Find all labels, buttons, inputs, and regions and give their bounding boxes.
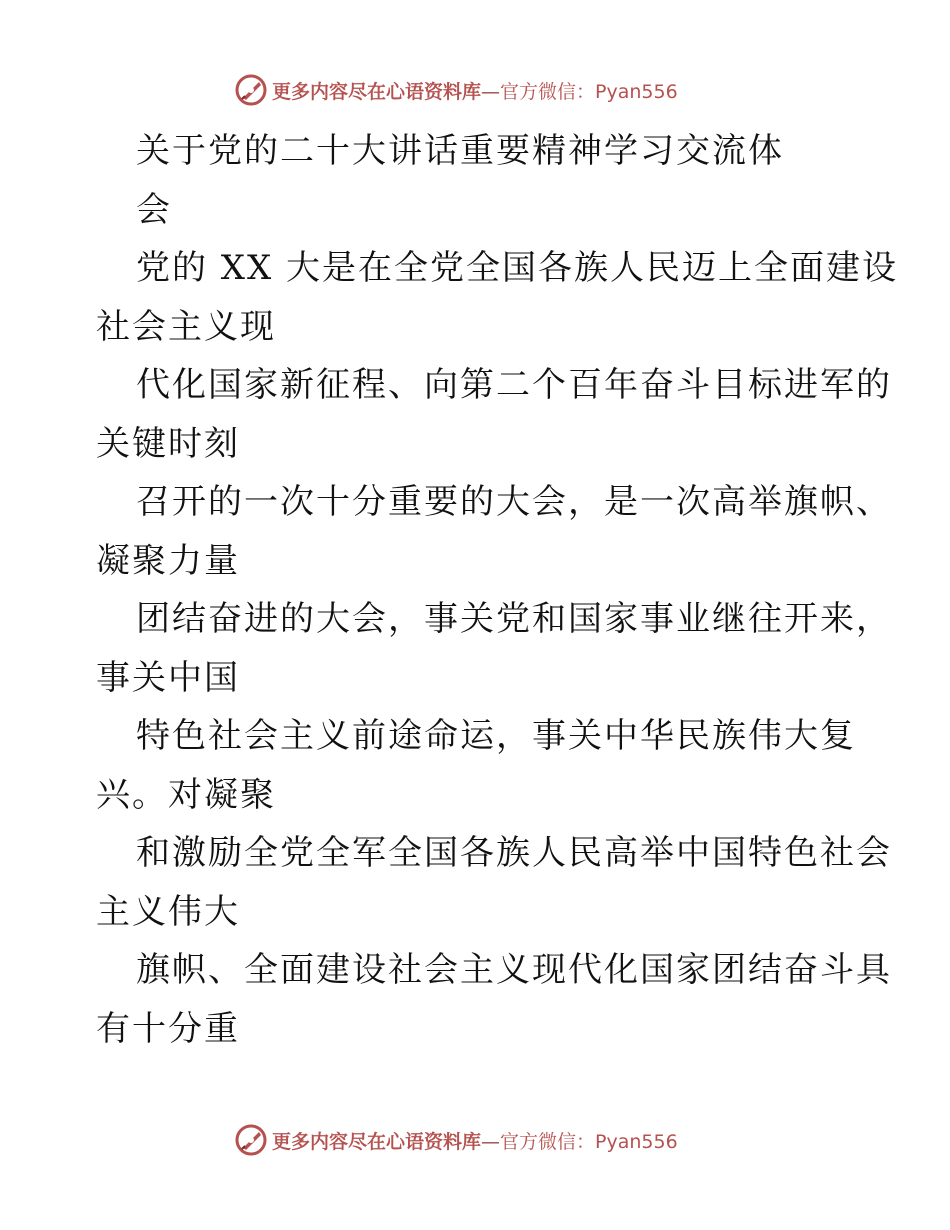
footer-banner-dash: — [481,1130,501,1153]
header-watermark-banner [234,72,678,108]
document-body [96,122,899,1058]
banner-main-text: 更多内容尽在心语资料库 [272,80,482,103]
body-line: 特色社会主义前途命运，事关中华民族伟大复 [136,716,856,756]
body-line: 兴。对凝聚 [96,774,276,815]
body-line: 代化国家新征程、向第二个百年奋斗目标进军的 [136,365,892,405]
quill-logo-icon [234,1123,268,1157]
footer-watermark-banner [234,1122,678,1158]
body-line: 有十分重 [96,1008,240,1049]
banner-dash: — [481,80,501,103]
footer-banner-main-text: 更多内容尽在心语资料库 [272,1130,482,1153]
body-line: 社会主义现 [96,306,276,347]
document-title-line-1: 关于党的二十大讲话重要精神学习交流体 [136,131,784,171]
banner-wechat-label: 官方微信： [500,80,596,103]
body-line: 和激励全党全军全国各族人民高举中国特色社会 [136,833,892,873]
body-line: 党的 XX 大是在全党全国各族人民迈上全面建设 [136,248,899,288]
body-line: 主义伟大 [96,891,240,932]
document-title-line-2: 会 [136,189,172,230]
body-line: 召开的一次十分重要的大会，是一次高举旗帜、 [136,482,892,522]
banner-account: Pyan556 [595,80,678,103]
footer-banner-wechat-label: 官方微信： [500,1130,596,1153]
body-line: 事关中国 [96,657,240,698]
body-line: 凝聚力量 [96,540,240,581]
body-line: 旗帜、全面建设社会主义现代化国家团结奋斗具 [136,950,892,990]
body-line: 团结奋进的大会，事关党和国家事业继往开来， [136,599,892,639]
quill-logo-icon [234,73,268,107]
footer-banner-account: Pyan556 [595,1130,678,1153]
body-line: 关键时刻 [96,423,240,464]
